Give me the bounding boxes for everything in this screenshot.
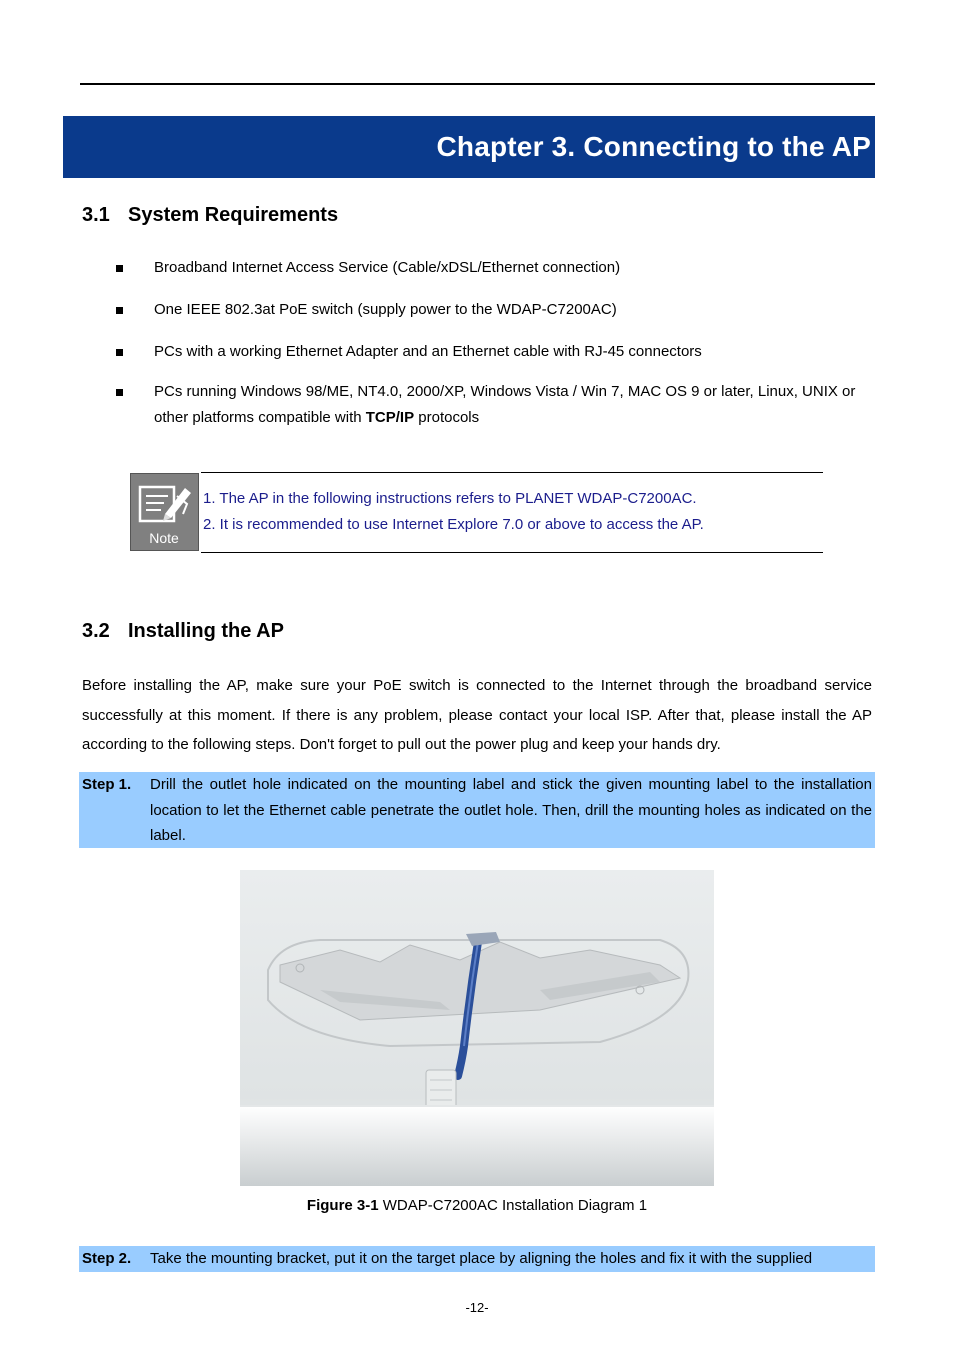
note-line-1: 1. The AP in the following instructions refers to PLANET WDAP-C7200AC. bbox=[203, 490, 697, 507]
list-item: One IEEE 802.3at PoE switch (supply power to the WDAP-C7200AC) bbox=[116, 297, 856, 323]
step-2 bbox=[79, 1246, 875, 1272]
square-bullet-icon bbox=[116, 389, 123, 396]
section-number: 3.1 bbox=[82, 204, 110, 226]
step-label: Step 1. bbox=[82, 776, 132, 793]
figure-label: Figure 3-1 bbox=[306, 1197, 379, 1214]
section-title: Installing the AP bbox=[128, 620, 284, 642]
step-label: Step 2. bbox=[82, 1250, 132, 1267]
step-1 bbox=[79, 772, 875, 848]
intro-paragraph: Before installing the AP, make sure your PoE switch is connected to the Internet through the broadband service successfully at this moment. If there is any problem, please contact your local ISP. After that, please install the AP according to the following steps. Don't forget to pull out the power plug and keep your hands dry. bbox=[82, 677, 872, 753]
section-title: System Requirements bbox=[128, 204, 339, 226]
header-rule bbox=[80, 83, 875, 85]
note-divider-bottom bbox=[201, 552, 823, 553]
section-number: 3.2 bbox=[82, 620, 110, 642]
note-line-2: 2. It is recommended to use Internet Explore 7.0 or above to access the AP. bbox=[203, 516, 704, 533]
figure-caption: Figure 3-1 WDAP-C7200AC Installation Diagram 1 bbox=[306, 1197, 648, 1214]
square-bullet-icon bbox=[116, 349, 123, 356]
note-icon-label: Note bbox=[149, 530, 179, 546]
page-number: -12- bbox=[465, 1300, 489, 1315]
square-bullet-icon bbox=[116, 265, 123, 272]
note-divider-top bbox=[201, 472, 823, 473]
section-heading-system-requirements bbox=[82, 204, 338, 227]
note-box bbox=[130, 472, 823, 553]
note-icon bbox=[130, 473, 199, 551]
list-item: PCs with a working Ethernet Adapter and an Ethernet cable with RJ-45 connectors bbox=[116, 339, 856, 365]
square-bullet-icon bbox=[116, 307, 123, 314]
step-text: Drill the outlet hole indicated on the mounting label and stick the given mounting label to the installation location to let the Ethernet cable penetrate the outlet hole. Then, drill the mounting holes as indicated on the label. bbox=[150, 776, 872, 844]
installation-photo bbox=[240, 870, 714, 1186]
list-item: PCs running Windows 98/ME, NT4.0, 2000/XP, Windows Vista / Win 7, MAC OS 9 or later, Linux, UNIX or other platforms compatible with TCP/IP protocols bbox=[116, 379, 856, 431]
section-heading-installing bbox=[82, 620, 284, 643]
chapter-title: Chapter 3. Connecting to the AP bbox=[436, 131, 871, 162]
chapter-banner bbox=[63, 116, 875, 178]
list-item: Broadband Internet Access Service (Cable/xDSL/Ethernet connection) bbox=[116, 255, 856, 281]
step-text: Take the mounting bracket, put it on the target place by aligning the holes and fix it with the supplied bbox=[150, 1250, 813, 1267]
